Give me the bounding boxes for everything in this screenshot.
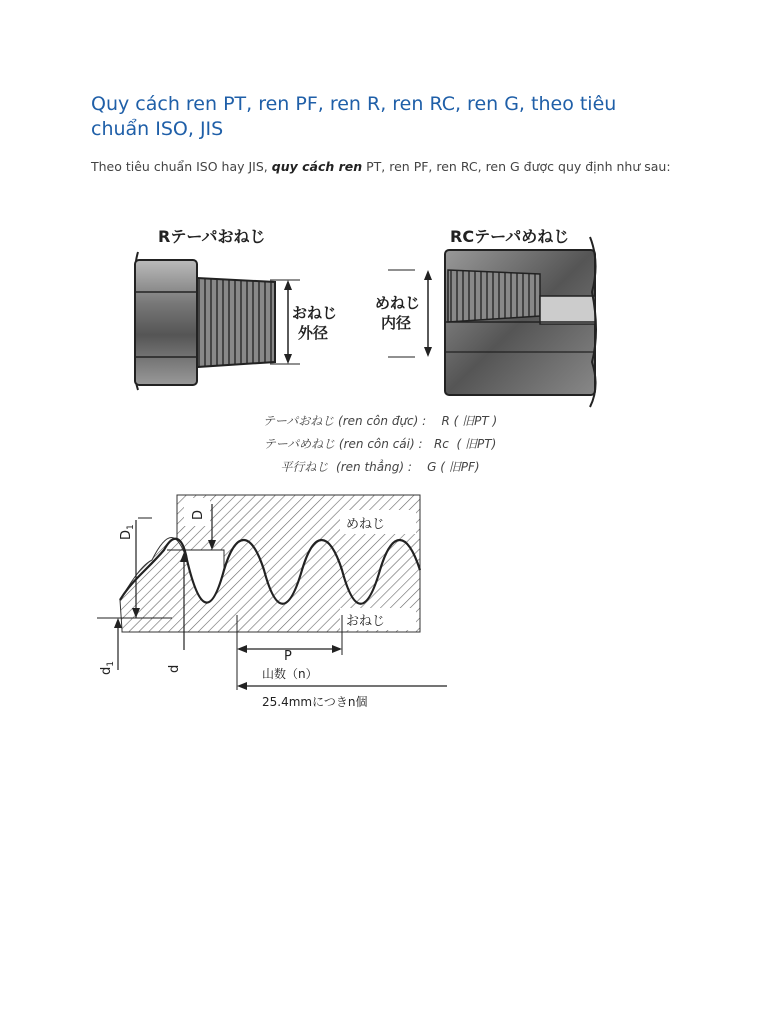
page-title: Quy cách ren PT, ren PF, ren R, ren RC, ren G, theo tiêu chuẩn ISO, JIS bbox=[91, 93, 617, 140]
right-dim-line1: めねじ bbox=[375, 294, 421, 312]
hex-nut bbox=[135, 260, 197, 385]
legend-row-female-taper: テーパめねじ (ren côn cái) : Rc ( 旧PT) bbox=[263, 437, 497, 451]
thread-legend bbox=[200, 410, 560, 479]
label-per-inch: 25.4mmにつきn個 bbox=[262, 695, 368, 709]
label-D1: $D_1$ bbox=[119, 524, 136, 540]
female-label: めねじ bbox=[346, 517, 386, 532]
left-dim-line1: おねじ bbox=[292, 304, 338, 322]
legend-row-parallel: 平行ねじ (ren thẳng) : G ( 旧PF) bbox=[280, 460, 480, 474]
left-dim-line2: 外径 bbox=[298, 324, 329, 342]
label-d: d bbox=[167, 664, 182, 673]
intro-paragraph bbox=[91, 158, 681, 175]
thread-profile-diagram bbox=[92, 490, 464, 720]
intro-text-after: PT, ren PF, ren RC, ren G được quy định như sau: bbox=[362, 159, 671, 174]
label-D: D bbox=[191, 509, 206, 520]
female-thread-bore bbox=[448, 270, 540, 322]
right-dim-line2: 内径 bbox=[381, 314, 412, 332]
male-thread-body bbox=[197, 278, 275, 367]
intro-text-before: Theo tiêu chuẩn ISO hay JIS, bbox=[91, 159, 272, 174]
legend-row-male-taper: テーパおねじ (ren côn đực) : R ( 旧PT ) bbox=[262, 414, 498, 428]
right-caption: RCテーパめねじ bbox=[450, 227, 570, 246]
label-thread-count: 山数（n） bbox=[262, 667, 318, 681]
label-P: P bbox=[284, 649, 292, 664]
label-d1: $d_1$ bbox=[99, 661, 116, 675]
taper-thread-figure bbox=[120, 222, 610, 412]
intro-emphasis: quy cách ren bbox=[271, 159, 363, 174]
left-caption: Rテーパおねじ bbox=[158, 227, 266, 246]
male-label: おねじ bbox=[346, 614, 386, 629]
